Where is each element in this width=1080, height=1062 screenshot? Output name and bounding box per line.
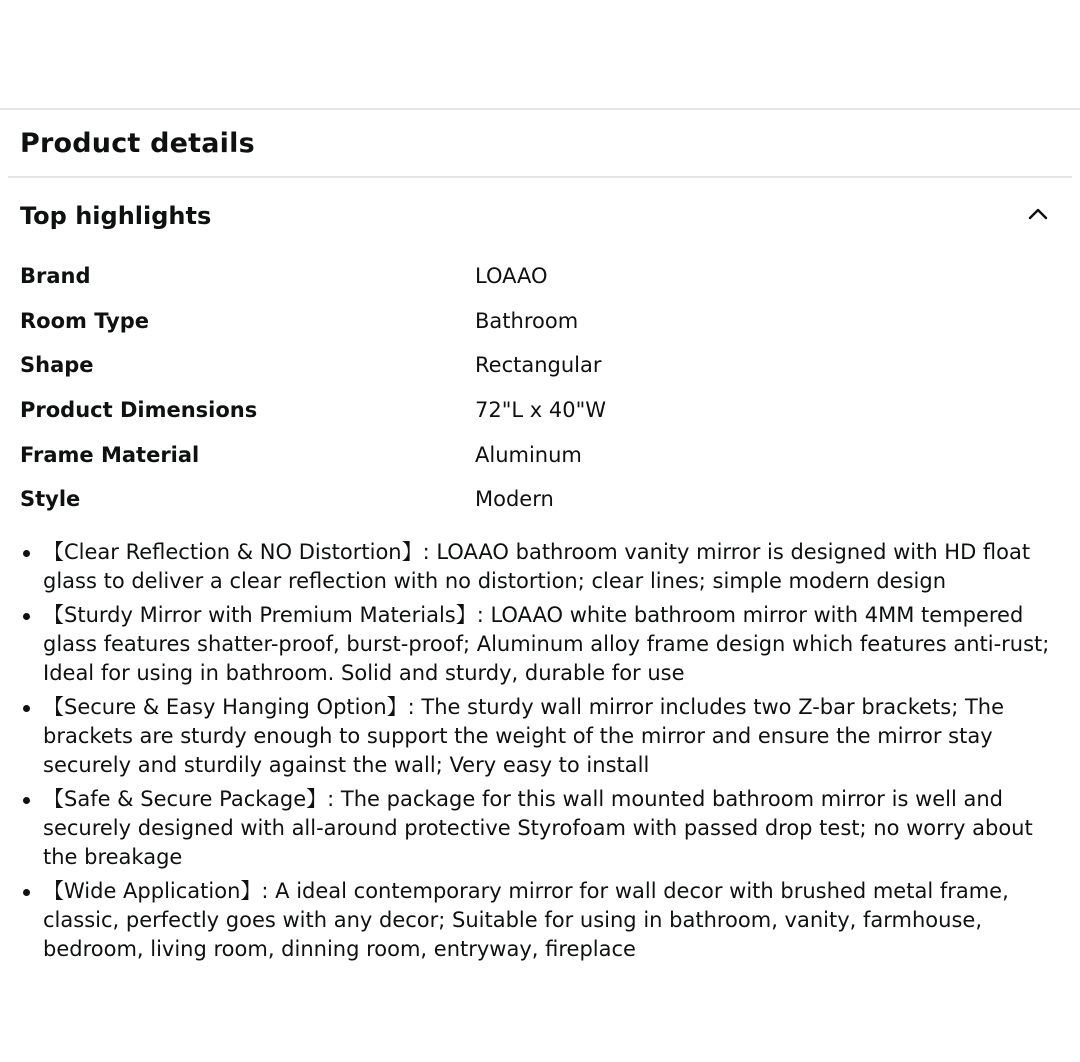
attribute-row-product-dimensions [20, 388, 1060, 433]
feature-bullet [0, 538, 1080, 596]
attribute-key: Style [20, 487, 81, 512]
attribute-row-shape [20, 343, 1060, 388]
bullet-dot-icon [23, 797, 30, 804]
attribute-key: Shape [20, 353, 94, 378]
feature-bullet-text: 【Secure & Easy Hanging Option】: The sturdy wall mirror includes two Z-bar brackets; The brackets are sturdy enough to support the weight of the mirror and ensure the mirror stay securely and sturdily against the wall; Very easy to install [43, 694, 1005, 777]
feature-bullet [0, 785, 1080, 872]
feature-bullet [0, 877, 1080, 964]
feature-bullet [0, 601, 1080, 688]
feature-bullet-text: 【Safe & Secure Package】: The package for this wall mounted bathroom mirror is well and securely designed with all-around protective Styrofoam with passed drop test; no worry about the breakage [43, 786, 1033, 869]
attribute-value: Modern [475, 487, 554, 512]
product-details-header [0, 110, 1080, 176]
attribute-row-frame-material [20, 432, 1060, 477]
attribute-value: Aluminum [475, 442, 582, 467]
attribute-row-brand [20, 254, 1060, 299]
bullet-dot-icon [23, 550, 30, 557]
attribute-key: Room Type [20, 308, 150, 333]
attribute-value: Bathroom [475, 308, 579, 333]
attribute-value: LOAAO [475, 264, 548, 289]
feature-bullet-text: 【Clear Reflection & NO Distortion】: LOAAO bathroom vanity mirror is designed with HD float glass to deliver a clear reflection with no distortion; clear lines; simple modern design [43, 539, 1031, 593]
top-highlights-header[interactable] [0, 178, 1080, 254]
attribute-key: Brand [20, 264, 91, 289]
bullet-dot-icon [23, 705, 30, 712]
attribute-key: Frame Material [20, 442, 200, 467]
bullet-dot-icon [23, 889, 30, 896]
attribute-value: 72"L x 40"W [475, 398, 607, 423]
attribute-value: Rectangular [475, 353, 602, 378]
attribute-row-style [20, 477, 1060, 522]
top-highlights-title: Top highlights [20, 202, 212, 230]
attribute-row-room-type [20, 299, 1060, 344]
attributes-table [20, 254, 1060, 522]
attribute-key: Product Dimensions [20, 398, 258, 423]
chevron-up-icon[interactable] [1022, 198, 1054, 230]
feature-bullet-text: 【Wide Application】: A ideal contemporary mirror for wall decor with brushed metal frame, classic, perfectly goes with any decor; Suitable for using in bathroom, vanity, farmhouse, bedroom, living room, dinning room, entryway, fireplace [43, 878, 1009, 961]
section-title: Product details [20, 127, 255, 159]
feature-bullets [0, 538, 1080, 964]
feature-bullet-text: 【Sturdy Mirror with Premium Materials】: LOAAO white bathroom mirror with 4MM tempered glass features shatter-proof, burst-proof; Aluminum alloy frame design which features anti-rust; Ideal for using in bathroom. Solid and sturdy, durable for use [43, 602, 1050, 685]
top-blank-area [0, 0, 1080, 108]
bullet-dot-icon [23, 613, 30, 620]
feature-bullet [0, 693, 1080, 780]
